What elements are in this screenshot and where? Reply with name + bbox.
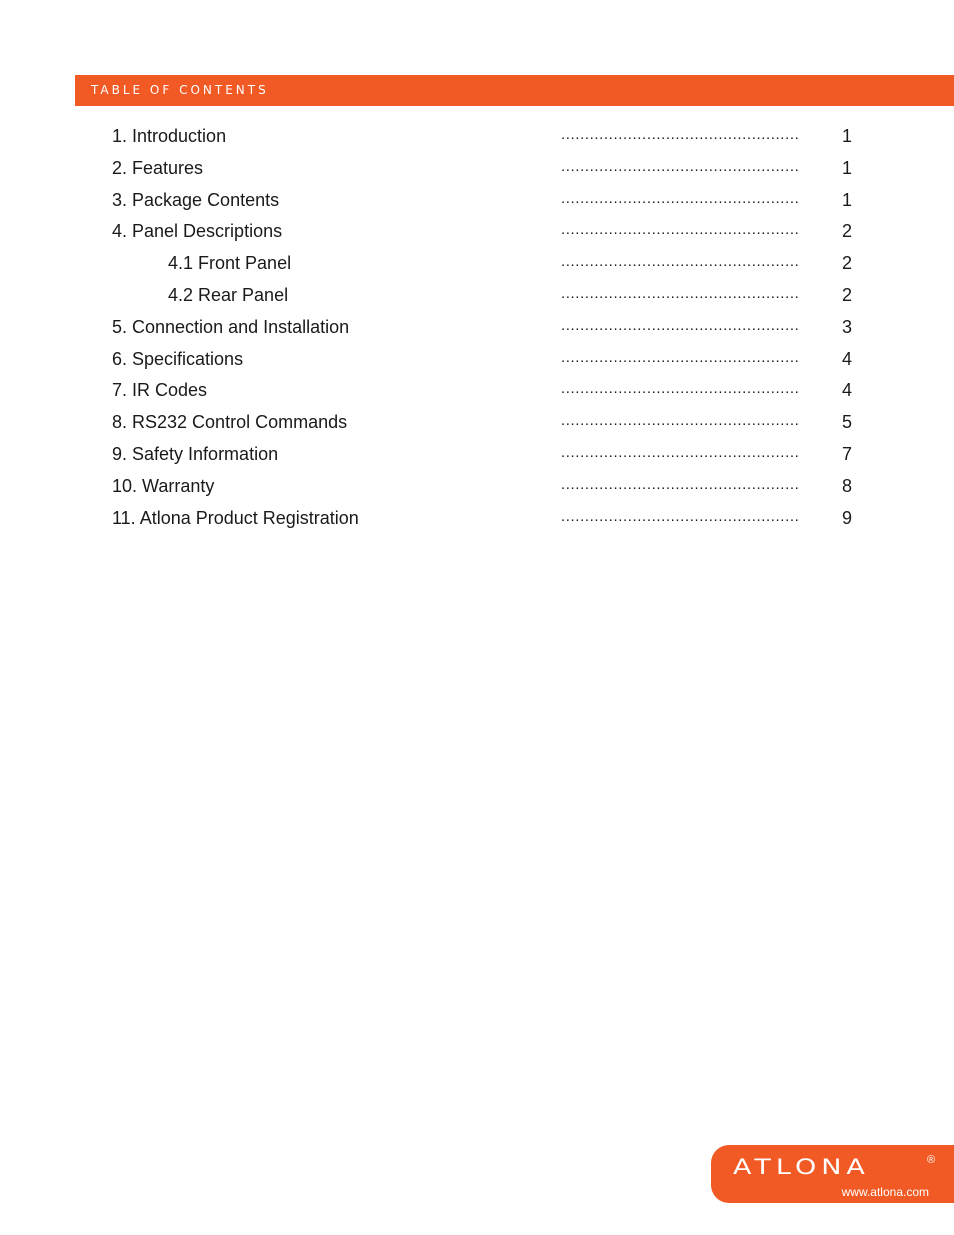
toc-entry-ir-codes[interactable] bbox=[0, 376, 954, 408]
atlona-logo-badge bbox=[711, 1145, 954, 1203]
toc-page-number: 3 bbox=[841, 316, 852, 337]
toc-page-number: 7 bbox=[841, 443, 852, 464]
toc-entry-specifications[interactable] bbox=[0, 345, 954, 377]
toc-entry-warranty[interactable] bbox=[0, 472, 954, 504]
toc-dot-leader: .................................................. bbox=[561, 221, 800, 239]
toc-entry-rs232-commands[interactable] bbox=[0, 408, 954, 440]
toc-dot-leader: .................................................. bbox=[561, 348, 800, 366]
toc-page-number: 1 bbox=[841, 157, 852, 178]
toc-entry-label: 2. Features bbox=[112, 157, 204, 178]
toc-page-number: 1 bbox=[841, 126, 852, 146]
toc-entry-label: 7. IR Codes bbox=[112, 380, 208, 401]
toc-entry-label: 8. RS232 Control Commands bbox=[112, 412, 348, 433]
toc-dot-leader: .................................................. bbox=[561, 157, 800, 175]
toc-entry-safety-information[interactable] bbox=[0, 440, 954, 472]
toc-dot-leader: .................................................. bbox=[561, 316, 800, 334]
toc-page-number: 4 bbox=[841, 348, 852, 369]
section-title: TABLE OF CONTENTS bbox=[91, 83, 269, 97]
toc-dot-leader: .................................................. bbox=[561, 443, 800, 461]
toc-dot-leader: .................................................. bbox=[561, 253, 800, 271]
registered-mark: ® bbox=[927, 1154, 936, 1166]
toc-page-number: 2 bbox=[841, 221, 852, 242]
toc-dot-leader: .................................................. bbox=[561, 412, 800, 430]
toc-entry-label: 1. Introduction bbox=[112, 126, 227, 146]
atlona-wordmark-logo: ATLONA bbox=[733, 1155, 870, 1180]
toc-entry-label: 4. Panel Descriptions bbox=[112, 221, 283, 242]
toc-dot-leader: .................................................. bbox=[561, 284, 800, 302]
toc-page-number: 1 bbox=[841, 189, 852, 210]
toc-entry-label: 10. Warranty bbox=[112, 475, 215, 496]
toc-entry-features[interactable] bbox=[0, 154, 954, 186]
toc-page-number: 4 bbox=[841, 380, 852, 401]
toc-entry-label: 4.2 Rear Panel bbox=[168, 284, 289, 305]
toc-entry-connection-installation[interactable] bbox=[0, 313, 954, 345]
toc-entry-front-panel[interactable] bbox=[0, 249, 954, 281]
toc-entry-product-registration[interactable] bbox=[0, 504, 954, 536]
toc-page-number: 8 bbox=[841, 475, 852, 496]
toc-dot-leader: .................................................. bbox=[561, 475, 800, 493]
toc-entry-label: 9. Safety Information bbox=[112, 443, 279, 464]
toc-entry-label: 4.1 Front Panel bbox=[168, 253, 292, 274]
toc-dot-leader: .................................................. bbox=[561, 380, 800, 398]
website-url: www.atlona.com bbox=[841, 1185, 929, 1199]
table-of-contents bbox=[0, 122, 954, 535]
toc-entry-label: 3. Package Contents bbox=[112, 189, 280, 210]
toc-entry-rear-panel[interactable] bbox=[0, 281, 954, 313]
toc-dot-leader: .................................................. bbox=[561, 126, 800, 143]
toc-dot-leader: .................................................. bbox=[561, 507, 800, 525]
toc-entry-label: 6. Specifications bbox=[112, 348, 244, 369]
toc-page-number: 5 bbox=[841, 412, 852, 433]
toc-entry-package-contents[interactable] bbox=[0, 186, 954, 218]
toc-entry-label: 5. Connection and Installation bbox=[112, 316, 350, 337]
toc-entry-label: 11. Atlona Product Registration bbox=[112, 507, 359, 528]
section-header-bar bbox=[75, 75, 954, 106]
toc-page-number: 2 bbox=[841, 284, 852, 305]
toc-page-number: 2 bbox=[841, 253, 852, 274]
toc-page-number: 9 bbox=[841, 507, 852, 528]
toc-entry-introduction[interactable] bbox=[0, 122, 954, 154]
toc-dot-leader: .................................................. bbox=[561, 189, 800, 207]
toc-entry-panel-descriptions[interactable] bbox=[0, 217, 954, 249]
